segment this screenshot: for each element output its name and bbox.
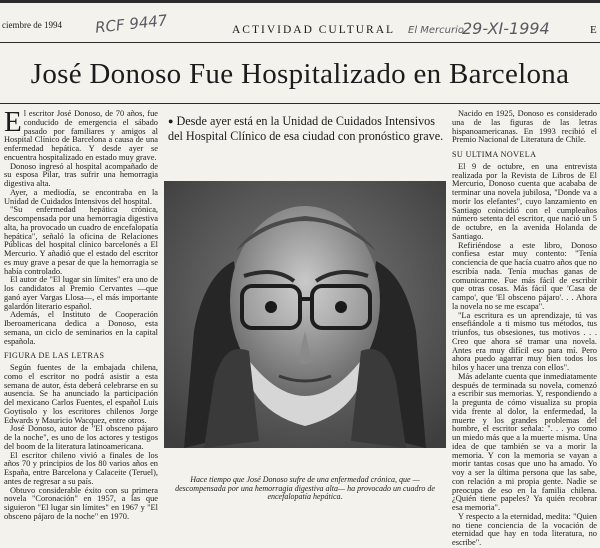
body-paragraph: Según fuentes de la embajada chilena, como el escritor no podrá asistir a esta semana de autor, ésta deberá celebrarse en su ausencia. Se ha anunciado la participación del mexicano Carlos Fuentes, el español Luis Goytisolo y los escritores chilenos Jorge Edwards y Mauricio Wacquez, entre otros. [4, 363, 158, 425]
section-name: ACTIVIDAD CULTURAL [232, 24, 396, 36]
portrait-illustration [164, 181, 446, 448]
body-paragraph: "Su enfermedad hepática crónica, descompensada por una hemorragia digestiva alta, ha provocado un cuadro de encefalopatía hepática", señaló la oficina de Relaciones Públicas del hospital clínico barcelonés a El Mercurio. Y añadió que el estado del escritor es muy grave a pesar de que la hemorragia se había controlado. [4, 205, 158, 276]
photo-caption: Hace tiempo que José Donoso sufre de una enfermedad crónica, que — descompensada por una hemorragia digestiva alta— ha provocado un cuadro de encefalopatía hepática. [175, 475, 435, 501]
handwritten-date: 29-XI-1994 [462, 19, 550, 38]
body-paragraph: Además, el Instituto de Cooperación Iberoamericana dedica a Donoso, esta semana, un ciclo de seminarios en la capital española. [4, 310, 158, 346]
body-paragraph: Más adelante cuenta que inmediatamente después de terminada su novela, comenzó a escribir sus memorias. Y, respondiendo a la pregunta de cómo visualiza su propia vida frente al dolor, la enfermedad, la muerte y los grandes problemas del hombre, el escritor señala: ". . . yo como un miedo más que a la muerte misma. Una idea de que también se va a morir la memoria. Y con la memoria se vayan a morir tantas cosas que uno ha amado. Yo voy a ser la última persona que las sabe, con relación a mi propia gente. Nadie se preocupa de eso en la familia chilena. ¿Quién tiene papeles? Ya quién recobrar esa memoria". [452, 371, 597, 512]
body-paragraph: El escritor chileno vivió a finales de los años 70 y principios de los 80 varios años en España, entre Barcelona y Calaceite (Teruel), antes de regresar a su país. [4, 450, 158, 486]
deck [168, 114, 444, 172]
header-rule [0, 42, 600, 43]
body-paragraph: El autor de "El lugar sin límites" era uno de los candidatos al Premio Cervantes —que ganó ayer Vargas Llosa—, el más importante galardón literario español. [4, 275, 158, 311]
left-column [4, 106, 158, 521]
handwritten-initials: RCF 9447 [94, 11, 169, 37]
body-paragraph: "La escritura es un aprendizaje, tú vas ensefiándole a ti mismo tus métodos, tus triunfos, tus obsesiones, tus motivos . . . Creo que ahora sé tramar una novela. Antes era muy difícil eso para mí. Pero ahora puedo agarrar muy bien todos los hilos y hacer una trenza con ellos". [452, 310, 597, 372]
page-number: E [590, 24, 597, 36]
top-rule [0, 0, 600, 3]
bullet-icon: ● [168, 116, 174, 126]
handwritten-newspaper: El Mercurio [408, 25, 465, 36]
body-paragraph: El 9 de octubre, en una entrevista realizada por la Revista de Libros de El Mercurio, Donoso cuenta que acababa de terminar una novela jubilosa, "Donde va a morir los elefantes", cuyo lanzamiento en Santiago coincidió con el cumpleaños número setenta del escritor, que nació un 5 de octubre, en la avenida Holanda de Santiago. [452, 161, 597, 241]
body-paragraph: Nacido en 1925, Donoso es considerado una de las figuras de las letras hispanoamericanas. En 1993 recibió el Premio Nacional de Literatura de Chile. [452, 109, 597, 145]
body-paragraph: Ayer, a mediodía, se encontraba en la Unidad de Cuidados Intensivos del hospital. [4, 187, 158, 206]
body-paragraph: Obtuvo considerable éxito con su primera novela "Coronación" en 1957, a las que siguieron "El lugar sin límites" en 1967 y "El obsceno pájaro de la noche" en 1970. [4, 485, 158, 521]
header-date: ciembre de 1994 [2, 20, 62, 30]
portrait-photo [164, 181, 446, 448]
subhead-ultima-novela: SU ULTIMA NOVELA [452, 150, 537, 159]
dropcap: E [4, 106, 22, 138]
body-paragraph: Refiriéndose a este libro, Donoso confiesa estar muy contento: "Tenía conciencia de que hacía cuatro años que no escribía nada. Tenía muchas ganas de comunicarme. Fue más fácil de escribir que otras cosas. Más fácil que 'Casa de campo', que 'El obsceno pájaro'. . . Ahora la novela no se me escapa". [452, 240, 597, 311]
body-paragraph: José Donoso, autor de "El obsceno pájaro de la noche", es uno de los actores y testigos del boom de la literatura latinoamericana. [4, 424, 158, 451]
headline: José Donoso Fue Hospitalizado en Barcelona [30, 58, 570, 90]
subhead-figura: FIGURA DE LAS LETRAS [4, 351, 105, 361]
right-column [452, 109, 597, 547]
headline-rule [0, 103, 600, 104]
deck-text: Desde ayer está en la Unidad de Cuidados Intensivos del Hospital Clínico de esa ciudad con pronóstico grave. [168, 114, 444, 143]
body-paragraph: Y respecto a la eternidad, medita: "Quien no tiene conciencia de la vocación de eternidad que hay en toda literatura, no escribe". [452, 511, 597, 547]
body-paragraph: Donoso ingresó al hospital acompañado de su esposa Pilar, tras sufrir una hemorragia digestiva alta. [4, 161, 158, 188]
lead-paragraph: l escritor José Donoso, de 70 años, fue conducido de emergencia el sábado pasado por familiares y amigos al Hospital Clínico de Barcelona a causa de una enfermedad hepática. Y desde ayer se encuentra hospitalizado en estado muy grave. [4, 109, 158, 162]
